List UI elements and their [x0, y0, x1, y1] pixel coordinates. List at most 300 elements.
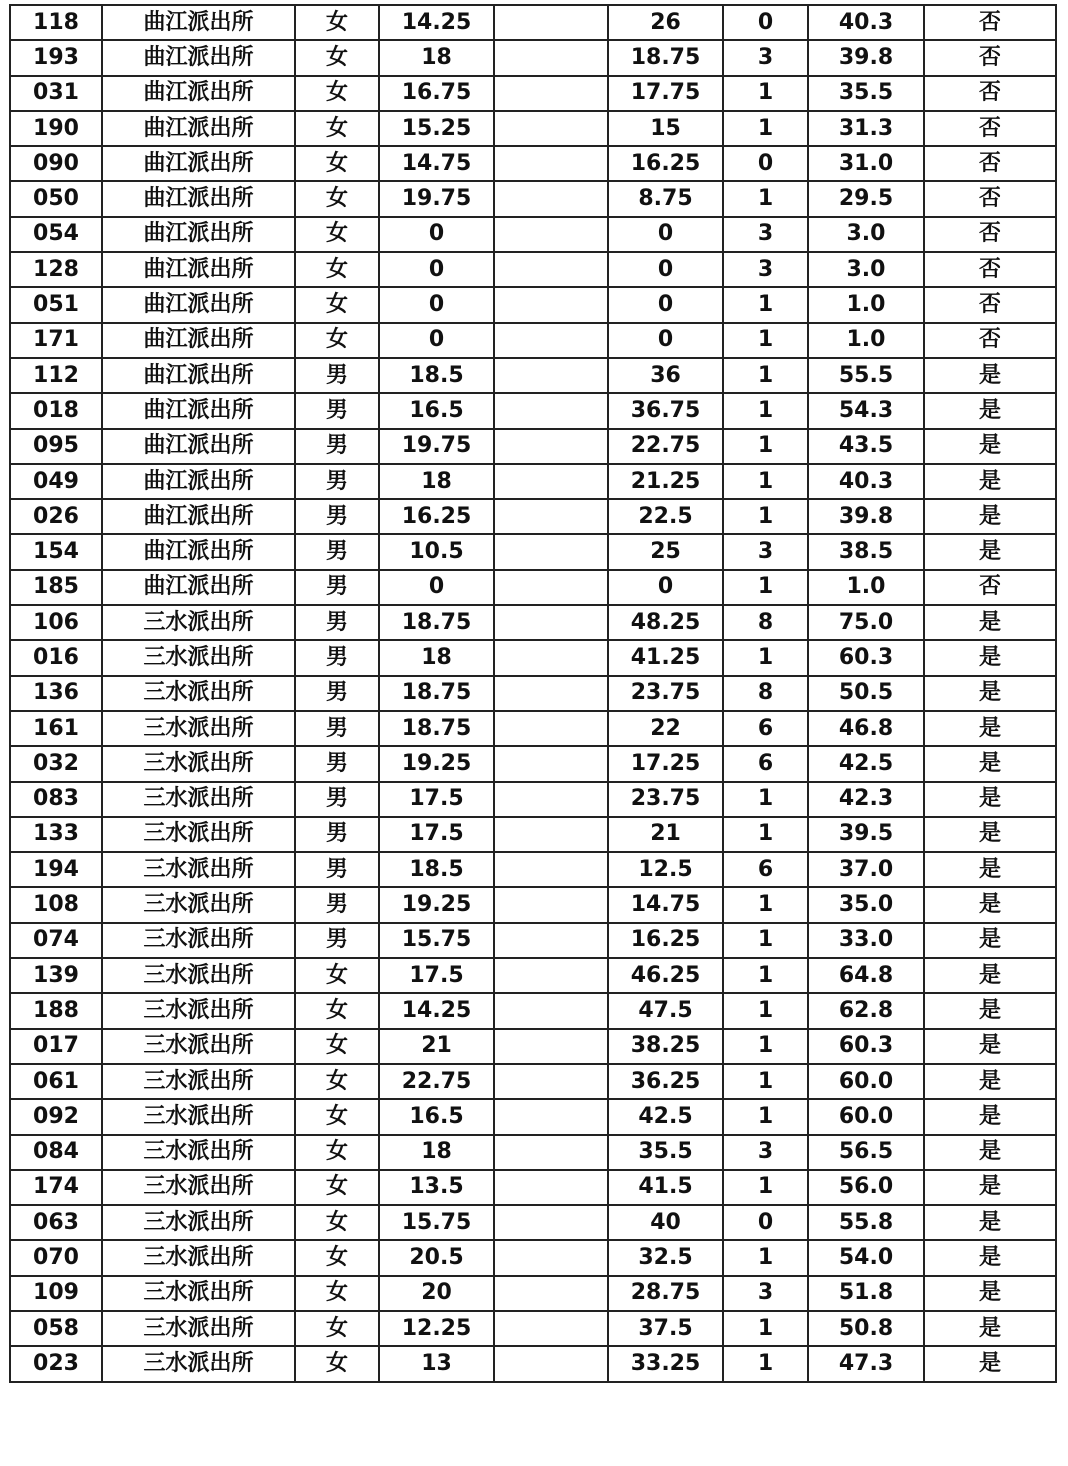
id-cell: 084	[10, 1135, 102, 1170]
score-a-cell: 14.25	[379, 993, 494, 1028]
station-cell: 曲江派出所	[102, 111, 295, 146]
count-cell: 1	[723, 76, 808, 111]
gender-cell: 男	[295, 887, 379, 922]
id-cell: 063	[10, 1205, 102, 1240]
count-cell: 1	[723, 429, 808, 464]
total-cell: 55.5	[808, 358, 924, 393]
count-cell: 3	[723, 1135, 808, 1170]
gender-cell: 男	[295, 393, 379, 428]
blank-cell	[494, 181, 608, 216]
total-cell: 62.8	[808, 993, 924, 1028]
score-a-cell: 19.75	[379, 429, 494, 464]
score-a-cell: 16.5	[379, 1099, 494, 1134]
gender-cell: 女	[295, 1240, 379, 1275]
gender-cell: 女	[295, 958, 379, 993]
result-cell: 是	[924, 676, 1056, 711]
table-row	[10, 676, 1056, 711]
table-row	[10, 429, 1056, 464]
id-cell: 050	[10, 181, 102, 216]
score-a-cell: 18.75	[379, 711, 494, 746]
score-b-cell: 14.75	[608, 887, 723, 922]
station-cell: 三水派出所	[102, 1276, 295, 1311]
score-b-cell: 15	[608, 111, 723, 146]
table-row	[10, 40, 1056, 75]
score-b-cell: 37.5	[608, 1311, 723, 1346]
station-cell: 曲江派出所	[102, 393, 295, 428]
score-a-cell: 20.5	[379, 1240, 494, 1275]
id-cell: 185	[10, 570, 102, 605]
total-cell: 31.0	[808, 146, 924, 181]
blank-cell	[494, 1205, 608, 1240]
score-b-cell: 21.25	[608, 464, 723, 499]
blank-cell	[494, 146, 608, 181]
total-cell: 51.8	[808, 1276, 924, 1311]
blank-cell	[494, 464, 608, 499]
score-a-cell: 15.25	[379, 111, 494, 146]
blank-cell	[494, 1276, 608, 1311]
score-a-cell: 10.5	[379, 534, 494, 569]
table-row	[10, 570, 1056, 605]
score-b-cell: 48.25	[608, 605, 723, 640]
score-b-cell: 41.25	[608, 640, 723, 675]
station-cell: 三水派出所	[102, 746, 295, 781]
id-cell: 106	[10, 605, 102, 640]
gender-cell: 男	[295, 534, 379, 569]
score-b-cell: 46.25	[608, 958, 723, 993]
table-row	[10, 534, 1056, 569]
score-a-cell: 12.25	[379, 1311, 494, 1346]
score-a-cell: 15.75	[379, 923, 494, 958]
table-row	[10, 746, 1056, 781]
table-row	[10, 1311, 1056, 1346]
result-cell: 是	[924, 817, 1056, 852]
station-cell: 曲江派出所	[102, 358, 295, 393]
station-cell: 三水派出所	[102, 1029, 295, 1064]
result-cell: 是	[924, 1099, 1056, 1134]
station-cell: 三水派出所	[102, 711, 295, 746]
id-cell: 058	[10, 1311, 102, 1346]
id-cell: 018	[10, 393, 102, 428]
score-b-cell: 16.25	[608, 146, 723, 181]
count-cell: 1	[723, 393, 808, 428]
gender-cell: 男	[295, 923, 379, 958]
blank-cell	[494, 923, 608, 958]
id-cell: 054	[10, 217, 102, 252]
count-cell: 3	[723, 40, 808, 75]
score-a-cell: 17.5	[379, 958, 494, 993]
result-cell: 否	[924, 146, 1056, 181]
table-row	[10, 146, 1056, 181]
score-b-cell: 26	[608, 5, 723, 40]
blank-cell	[494, 958, 608, 993]
gender-cell: 男	[295, 570, 379, 605]
table-row	[10, 958, 1056, 993]
id-cell: 090	[10, 146, 102, 181]
table-row	[10, 252, 1056, 287]
blank-cell	[494, 746, 608, 781]
result-cell: 是	[924, 1064, 1056, 1099]
station-cell: 三水派出所	[102, 1135, 295, 1170]
count-cell: 1	[723, 287, 808, 322]
table-row	[10, 1064, 1056, 1099]
result-cell: 是	[924, 1276, 1056, 1311]
total-cell: 43.5	[808, 429, 924, 464]
result-cell: 是	[924, 1029, 1056, 1064]
gender-cell: 女	[295, 111, 379, 146]
gender-cell: 女	[295, 217, 379, 252]
station-cell: 曲江派出所	[102, 287, 295, 322]
result-cell: 是	[924, 499, 1056, 534]
blank-cell	[494, 676, 608, 711]
score-b-cell: 33.25	[608, 1346, 723, 1381]
score-a-cell: 17.5	[379, 782, 494, 817]
table-row	[10, 1029, 1056, 1064]
result-cell: 是	[924, 923, 1056, 958]
score-a-cell: 0	[379, 217, 494, 252]
id-cell: 026	[10, 499, 102, 534]
id-cell: 171	[10, 323, 102, 358]
score-b-cell: 36.75	[608, 393, 723, 428]
score-a-cell: 0	[379, 570, 494, 605]
result-cell: 是	[924, 464, 1056, 499]
station-cell: 曲江派出所	[102, 499, 295, 534]
result-cell: 是	[924, 958, 1056, 993]
score-a-cell: 19.25	[379, 746, 494, 781]
station-cell: 三水派出所	[102, 852, 295, 887]
total-cell: 39.8	[808, 499, 924, 534]
gender-cell: 女	[295, 76, 379, 111]
gender-cell: 女	[295, 1170, 379, 1205]
id-cell: 083	[10, 782, 102, 817]
id-cell: 154	[10, 534, 102, 569]
total-cell: 50.8	[808, 1311, 924, 1346]
station-cell: 曲江派出所	[102, 429, 295, 464]
table-row	[10, 887, 1056, 922]
id-cell: 070	[10, 1240, 102, 1275]
score-b-cell: 41.5	[608, 1170, 723, 1205]
station-cell: 三水派出所	[102, 1205, 295, 1240]
station-cell: 曲江派出所	[102, 252, 295, 287]
table-row	[10, 923, 1056, 958]
blank-cell	[494, 287, 608, 322]
station-cell: 三水派出所	[102, 993, 295, 1028]
result-cell: 否	[924, 217, 1056, 252]
gender-cell: 男	[295, 852, 379, 887]
blank-cell	[494, 1311, 608, 1346]
score-b-cell: 17.25	[608, 746, 723, 781]
score-a-cell: 18.5	[379, 358, 494, 393]
station-cell: 曲江派出所	[102, 323, 295, 358]
id-cell: 133	[10, 817, 102, 852]
station-cell: 曲江派出所	[102, 5, 295, 40]
result-cell: 是	[924, 358, 1056, 393]
gender-cell: 女	[295, 1346, 379, 1381]
total-cell: 56.0	[808, 1170, 924, 1205]
id-cell: 109	[10, 1276, 102, 1311]
table-row	[10, 181, 1056, 216]
table-row	[10, 111, 1056, 146]
table-row	[10, 287, 1056, 322]
station-cell: 三水派出所	[102, 817, 295, 852]
result-cell: 否	[924, 252, 1056, 287]
total-cell: 60.0	[808, 1064, 924, 1099]
id-cell: 193	[10, 40, 102, 75]
gender-cell: 女	[295, 323, 379, 358]
count-cell: 1	[723, 1029, 808, 1064]
result-cell: 是	[924, 1240, 1056, 1275]
score-a-cell: 0	[379, 287, 494, 322]
score-b-cell: 12.5	[608, 852, 723, 887]
id-cell: 108	[10, 887, 102, 922]
gender-cell: 女	[295, 5, 379, 40]
score-b-cell: 22.75	[608, 429, 723, 464]
result-cell: 否	[924, 111, 1056, 146]
table-row	[10, 1346, 1056, 1381]
score-a-cell: 18.5	[379, 852, 494, 887]
score-b-cell: 40	[608, 1205, 723, 1240]
gender-cell: 男	[295, 676, 379, 711]
table-row	[10, 640, 1056, 675]
id-cell: 161	[10, 711, 102, 746]
score-a-cell: 19.75	[379, 181, 494, 216]
table-row	[10, 993, 1056, 1028]
count-cell: 1	[723, 570, 808, 605]
score-a-cell: 18	[379, 464, 494, 499]
id-cell: 031	[10, 76, 102, 111]
result-cell: 是	[924, 640, 1056, 675]
total-cell: 1.0	[808, 287, 924, 322]
gender-cell: 女	[295, 1029, 379, 1064]
result-cell: 是	[924, 887, 1056, 922]
score-b-cell: 36.25	[608, 1064, 723, 1099]
blank-cell	[494, 1240, 608, 1275]
blank-cell	[494, 76, 608, 111]
score-b-cell: 0	[608, 287, 723, 322]
table-row	[10, 1135, 1056, 1170]
result-cell: 否	[924, 40, 1056, 75]
blank-cell	[494, 1170, 608, 1205]
count-cell: 1	[723, 358, 808, 393]
total-cell: 50.5	[808, 676, 924, 711]
station-cell: 三水派出所	[102, 782, 295, 817]
id-cell: 112	[10, 358, 102, 393]
id-cell: 118	[10, 5, 102, 40]
count-cell: 1	[723, 1064, 808, 1099]
result-cell: 是	[924, 1346, 1056, 1381]
total-cell: 35.0	[808, 887, 924, 922]
result-cell: 否	[924, 5, 1056, 40]
blank-cell	[494, 323, 608, 358]
score-b-cell: 36	[608, 358, 723, 393]
station-cell: 曲江派出所	[102, 534, 295, 569]
id-cell: 074	[10, 923, 102, 958]
total-cell: 54.0	[808, 1240, 924, 1275]
score-a-cell: 15.75	[379, 1205, 494, 1240]
score-b-cell: 0	[608, 252, 723, 287]
score-a-cell: 18.75	[379, 605, 494, 640]
score-b-cell: 42.5	[608, 1099, 723, 1134]
gender-cell: 男	[295, 640, 379, 675]
blank-cell	[494, 111, 608, 146]
score-b-cell: 21	[608, 817, 723, 852]
blank-cell	[494, 993, 608, 1028]
station-cell: 三水派出所	[102, 605, 295, 640]
blank-cell	[494, 1135, 608, 1170]
station-cell: 曲江派出所	[102, 217, 295, 252]
table-row	[10, 217, 1056, 252]
score-a-cell: 13	[379, 1346, 494, 1381]
score-b-cell: 23.75	[608, 676, 723, 711]
score-b-cell: 32.5	[608, 1240, 723, 1275]
count-cell: 1	[723, 323, 808, 358]
score-a-cell: 17.5	[379, 817, 494, 852]
id-cell: 092	[10, 1099, 102, 1134]
score-a-cell: 16.25	[379, 499, 494, 534]
id-cell: 023	[10, 1346, 102, 1381]
total-cell: 60.3	[808, 1029, 924, 1064]
gender-cell: 女	[295, 181, 379, 216]
score-b-cell: 35.5	[608, 1135, 723, 1170]
id-cell: 017	[10, 1029, 102, 1064]
total-cell: 47.3	[808, 1346, 924, 1381]
table-body	[10, 5, 1056, 1382]
score-b-cell: 16.25	[608, 923, 723, 958]
gender-cell: 女	[295, 1205, 379, 1240]
count-cell: 1	[723, 464, 808, 499]
table-row	[10, 464, 1056, 499]
station-cell: 三水派出所	[102, 1240, 295, 1275]
blank-cell	[494, 817, 608, 852]
result-cell: 否	[924, 570, 1056, 605]
count-cell: 0	[723, 1205, 808, 1240]
result-cell: 是	[924, 1170, 1056, 1205]
gender-cell: 女	[295, 1135, 379, 1170]
gender-cell: 女	[295, 287, 379, 322]
table-row	[10, 782, 1056, 817]
score-a-cell: 22.75	[379, 1064, 494, 1099]
blank-cell	[494, 887, 608, 922]
total-cell: 39.5	[808, 817, 924, 852]
table-row	[10, 5, 1056, 40]
count-cell: 1	[723, 499, 808, 534]
total-cell: 42.5	[808, 746, 924, 781]
score-a-cell: 21	[379, 1029, 494, 1064]
blank-cell	[494, 1099, 608, 1134]
station-cell: 曲江派出所	[102, 146, 295, 181]
total-cell: 33.0	[808, 923, 924, 958]
result-cell: 是	[924, 1205, 1056, 1240]
total-cell: 54.3	[808, 393, 924, 428]
score-b-cell: 17.75	[608, 76, 723, 111]
total-cell: 75.0	[808, 605, 924, 640]
id-cell: 128	[10, 252, 102, 287]
id-cell: 188	[10, 993, 102, 1028]
result-cell: 否	[924, 287, 1056, 322]
score-b-cell: 25	[608, 534, 723, 569]
station-cell: 曲江派出所	[102, 40, 295, 75]
result-cell: 是	[924, 429, 1056, 464]
station-cell: 曲江派出所	[102, 181, 295, 216]
count-cell: 6	[723, 852, 808, 887]
gender-cell: 女	[295, 1099, 379, 1134]
result-cell: 是	[924, 605, 1056, 640]
score-a-cell: 16.75	[379, 76, 494, 111]
total-cell: 3.0	[808, 252, 924, 287]
blank-cell	[494, 499, 608, 534]
count-cell: 8	[723, 605, 808, 640]
station-cell: 曲江派出所	[102, 570, 295, 605]
id-cell: 174	[10, 1170, 102, 1205]
score-b-cell: 0	[608, 217, 723, 252]
count-cell: 1	[723, 1099, 808, 1134]
blank-cell	[494, 640, 608, 675]
result-cell: 否	[924, 323, 1056, 358]
count-cell: 1	[723, 181, 808, 216]
gender-cell: 女	[295, 40, 379, 75]
id-cell: 016	[10, 640, 102, 675]
count-cell: 8	[723, 676, 808, 711]
blank-cell	[494, 252, 608, 287]
gender-cell: 男	[295, 817, 379, 852]
score-a-cell: 0	[379, 252, 494, 287]
gender-cell: 女	[295, 1064, 379, 1099]
table-row	[10, 1205, 1056, 1240]
total-cell: 1.0	[808, 570, 924, 605]
score-a-cell: 0	[379, 323, 494, 358]
blank-cell	[494, 429, 608, 464]
table-row	[10, 1099, 1056, 1134]
table-row	[10, 76, 1056, 111]
table-row	[10, 499, 1056, 534]
id-cell: 032	[10, 746, 102, 781]
count-cell: 3	[723, 1276, 808, 1311]
gender-cell: 女	[295, 1276, 379, 1311]
count-cell: 1	[723, 923, 808, 958]
count-cell: 1	[723, 887, 808, 922]
station-cell: 三水派出所	[102, 958, 295, 993]
table-row	[10, 1240, 1056, 1275]
score-a-cell: 19.25	[379, 887, 494, 922]
gender-cell: 男	[295, 711, 379, 746]
blank-cell	[494, 393, 608, 428]
total-cell: 31.3	[808, 111, 924, 146]
gender-cell: 女	[295, 252, 379, 287]
count-cell: 1	[723, 782, 808, 817]
count-cell: 3	[723, 217, 808, 252]
total-cell: 3.0	[808, 217, 924, 252]
count-cell: 1	[723, 1346, 808, 1381]
blank-cell	[494, 782, 608, 817]
score-b-cell: 22.5	[608, 499, 723, 534]
blank-cell	[494, 1029, 608, 1064]
blank-cell	[494, 605, 608, 640]
count-cell: 3	[723, 534, 808, 569]
count-cell: 1	[723, 1170, 808, 1205]
result-cell: 是	[924, 534, 1056, 569]
blank-cell	[494, 1346, 608, 1381]
station-cell: 三水派出所	[102, 1064, 295, 1099]
count-cell: 1	[723, 993, 808, 1028]
station-cell: 三水派出所	[102, 640, 295, 675]
total-cell: 60.3	[808, 640, 924, 675]
score-b-cell: 38.25	[608, 1029, 723, 1064]
id-cell: 061	[10, 1064, 102, 1099]
station-cell: 三水派出所	[102, 923, 295, 958]
result-cell: 是	[924, 746, 1056, 781]
score-a-cell: 18	[379, 640, 494, 675]
id-cell: 194	[10, 852, 102, 887]
score-a-cell: 16.5	[379, 393, 494, 428]
